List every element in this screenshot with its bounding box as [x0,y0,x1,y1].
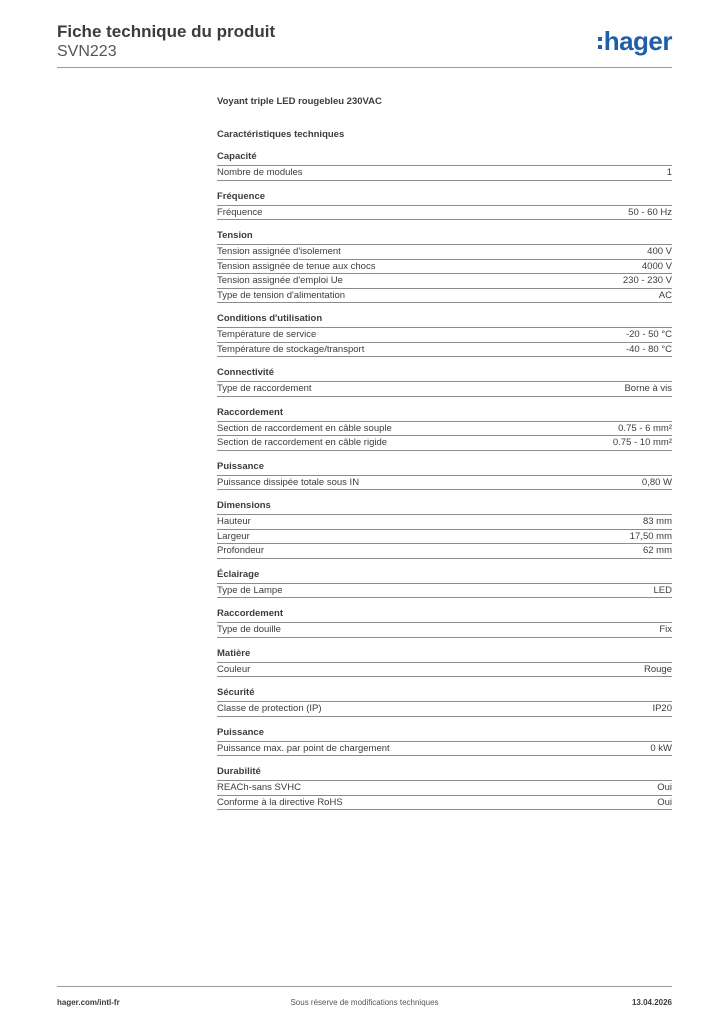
spec-label: Hauteur [217,516,251,527]
spec-row [217,289,672,304]
spec-value: 17,50 mm [629,530,672,542]
spec-label: Conforme à la directive RoHS [217,796,343,808]
spec-label: Type de Lampe [217,584,283,596]
hager-logo [598,28,672,54]
spec-group-title: Éclairage [217,569,672,584]
footer-date: 13.04.2026 [631,998,672,1007]
spec-group [217,151,672,181]
header-divider [57,67,672,68]
spec-group [217,766,672,810]
logo-text: hager [603,26,672,56]
spec-value: 83 mm [642,516,672,527]
spec-value: Oui [657,782,672,793]
spec-label: Tension assignée de tenue aux chocs [217,260,376,272]
spec-group-title: Tension [217,230,672,245]
spec-group [217,461,672,491]
spec-group-title: Puissance [217,461,672,476]
spec-groups [217,151,672,810]
footer-website-link[interactable]: hager.com/intl-fr [57,998,120,1007]
spec-group-title: Dimensions [217,500,672,515]
spec-value: 0.75 - 6 mm² [618,422,672,434]
spec-group-title: Capacité [217,151,672,166]
spec-row [217,796,672,811]
spec-label: Puissance dissipée totale sous IN [217,476,360,488]
spec-group [217,569,672,599]
footer-divider [57,986,672,987]
logo-colon-icon [598,35,602,49]
spec-group [217,230,672,303]
spec-row [217,422,672,437]
spec-row [217,623,672,638]
spec-row [217,544,672,559]
spec-sheet [217,96,672,810]
spec-label: Fréquence [217,206,263,218]
spec-group-title: Raccordement [217,608,672,623]
spec-label: Température de service [217,329,317,340]
spec-value: 1 [666,167,672,178]
spec-group-title: Connectivité [217,367,672,382]
spec-value: Borne à vis [624,383,672,394]
spec-row [217,382,672,397]
spec-value: 400 V [647,246,672,257]
spec-label: Section de raccordement en câble rigide [217,437,388,448]
spec-label: Type de douille [217,624,281,635]
spec-row [217,702,672,717]
spec-value: Fix [659,624,672,635]
spec-row [217,260,672,275]
spec-label: Couleur [217,663,251,675]
spec-row [217,343,672,358]
spec-value: 62 mm [642,545,672,556]
spec-value: 0,80 W [641,476,672,488]
spec-value: 0 kW [650,742,672,754]
spec-group [217,313,672,357]
spec-row [217,476,672,491]
spec-group-title: Fréquence [217,191,672,206]
spec-row [217,584,672,599]
spec-label: Type de raccordement [217,383,312,394]
product-reference: SVN223 [57,43,117,60]
spec-label: Largeur [217,530,250,542]
spec-group [217,727,672,757]
spec-value: -20 - 50 °C [625,329,672,340]
spec-group [217,687,672,717]
spec-value: -40 - 80 °C [625,343,672,355]
spec-label: REACh-sans SVHC [217,782,301,793]
spec-row [217,530,672,545]
spec-row [217,328,672,343]
section-title: Caractéristiques techniques [217,129,345,140]
spec-value: 230 - 230 V [622,275,672,286]
document-title: Fiche technique du produit [57,22,276,41]
spec-row [217,245,672,260]
spec-row [217,781,672,796]
spec-value: IP20 [652,703,672,714]
spec-label: Tension assignée d'emploi Ue [217,275,343,286]
footer-disclaimer: Sous réserve de modifications techniques [290,998,439,1007]
spec-group-title: Raccordement [217,407,672,422]
page-header [57,22,672,61]
spec-label: Nombre de modules [217,167,303,178]
spec-group [217,191,672,221]
spec-group-title: Matière [217,648,672,663]
spec-group [217,608,672,638]
spec-value: 0.75 - 10 mm² [612,437,672,448]
spec-group [217,367,672,397]
spec-row [217,742,672,757]
spec-label: Section de raccordement en câble souple [217,422,392,434]
spec-value: Rouge [644,663,672,675]
spec-row [217,166,672,181]
spec-group-title: Sécurité [217,687,672,702]
spec-row [217,663,672,678]
spec-value: Oui [657,796,672,808]
spec-label: Température de stockage/transport [217,343,365,355]
spec-row [217,515,672,530]
product-name: Voyant triple LED rougebleu 230VAC [217,96,382,107]
spec-label: Classe de protection (IP) [217,703,322,714]
spec-value: 50 - 60 Hz [628,206,672,218]
spec-row [217,436,672,451]
spec-group-title: Conditions d'utilisation [217,313,672,328]
spec-group-title: Durabilité [217,766,672,781]
spec-row [217,274,672,289]
spec-group-title: Puissance [217,727,672,742]
spec-value: AC [658,289,672,301]
spec-group [217,500,672,559]
spec-group [217,407,672,451]
spec-value: 4000 V [641,260,672,272]
spec-group [217,648,672,678]
spec-label: Profondeur [217,545,265,556]
spec-row [217,206,672,221]
spec-label: Puissance max. par point de chargement [217,742,390,754]
spec-label: Tension assignée d'isolement [217,246,341,257]
spec-value: LED [653,584,672,596]
spec-label: Type de tension d'alimentation [217,289,346,301]
